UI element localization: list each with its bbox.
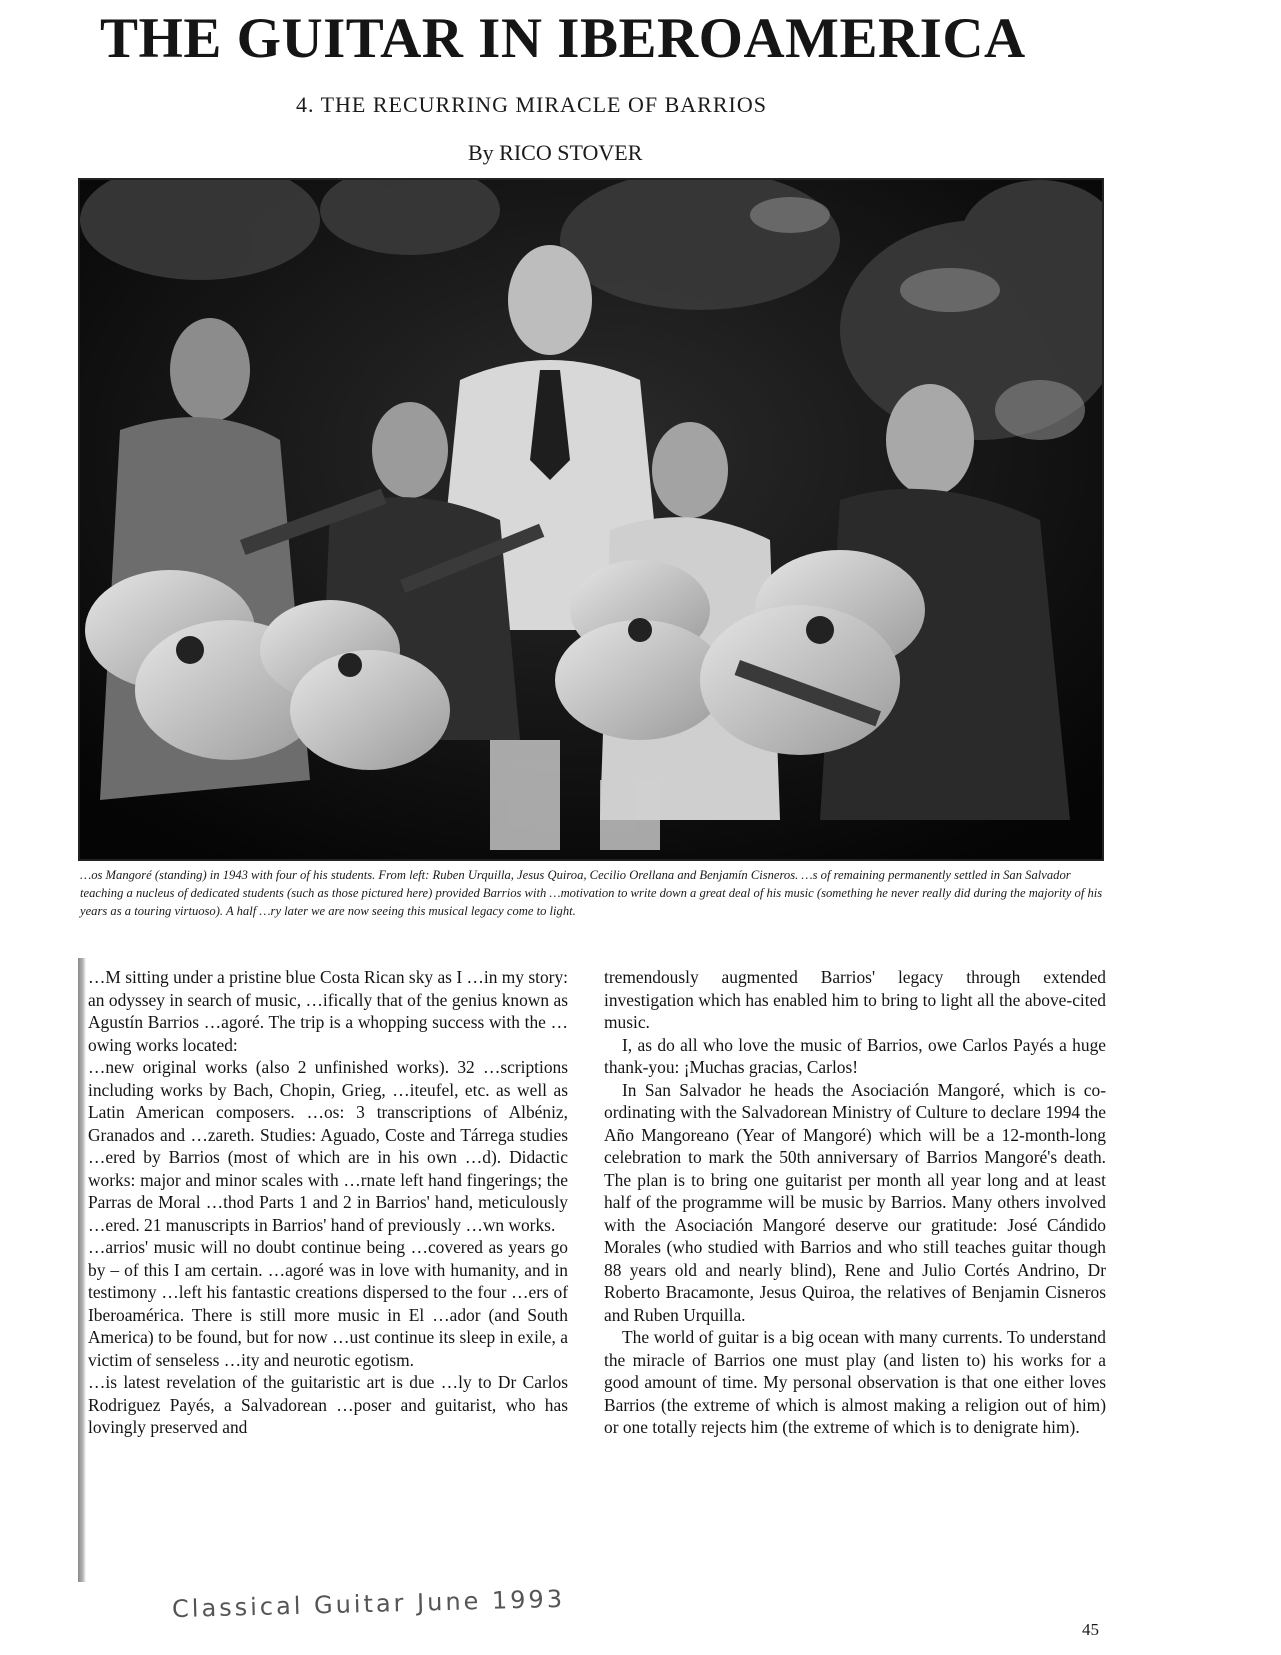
page-number: 45 — [1082, 1620, 1099, 1639]
body-column-right — [604, 966, 1106, 1439]
group-photo — [78, 178, 1104, 861]
article-title: THE GUITAR IN IBEROAMERICA — [100, 7, 1026, 70]
photo-caption: …os Mangoré (standing) in 1943 with four of his students. From left: Ruben Urquilla, Jesus Quiroa, Cecilio Orellana and Benjamín Cisneros. …s of remaining permanently settled in San Salvador teaching a nucleus of dedicated students (such as those pictured here) provided Barrios with …motivation to write down a great deal of his music (something he never really did during the majority of his years as a touring virtuoso). A half …ry later we are now seeing this musical legacy come to light. — [80, 868, 1103, 918]
handwritten-note: Classical Guitar June 1993 — [171, 1584, 566, 1624]
photo-illustration — [80, 180, 1102, 859]
paragraph: I, as do all who love the music of Barrios, owe Carlos Payés a huge thank-you: ¡Muchas gracias, Carlos! — [604, 1034, 1106, 1077]
article-byline: By RICO STOVER — [468, 140, 643, 165]
article-subtitle: 4. THE RECURRING MIRACLE OF BARRIOS — [296, 92, 767, 117]
paragraph: …is latest revelation of the guitaristic art is due …ly to Dr Carlos Rodriguez Payés, a Salvadorean …poser and guitarist, who has lovingly preserved and — [88, 1372, 568, 1437]
body-column-left — [88, 966, 568, 1439]
paragraph: …arrios' music will no doubt continue being …covered as years go by – of this I am certain. …agoré was in love with humanity, and in testimony …left his fantastic creations dispersed to the four …ers of Iberoamérica. There is still more music in El …ador (and South America) to be found, but for now …ust continue its sleep in exile, a victim of senseless …ity and neurotic egotism. — [88, 1237, 568, 1370]
paragraph: The world of guitar is a big ocean with many currents. To understand the miracle of Barrios one must play (and listen to) his works for a good amount of time. My personal observation is that one either loves Barrios (the extreme of which is almost making a religion out of him) or one totally rejects him (the extreme of which is to denigrate him). — [604, 1327, 1106, 1437]
paragraph: In San Salvador he heads the Asociación Mangoré, which is co-ordinating with the Salvadorean Ministry of Culture to declare 1994 the Año Mangoreano (Year of Mangoré) which will be a 12-month-long celebration to mark the 50th anniversary of Barrios Mangoré's death. The plan is to bring one guitarist per month all year long and at least half of the programme will be music by Barrios. Many others involved with the Asociación Mangoré deserve our gratitude: José Cándido Morales (who studied with Barrios and who still teaches guitar though 88 years old and nearly blind), Rene and Julio Cortés Andrino, Dr Roberto Bracamonte, Jesus Quiroa, the relatives of Benjamin Cisneros and Ruben Urquilla. — [604, 1079, 1106, 1325]
scan-edge-shadow — [78, 958, 86, 1582]
paragraph: …new original works (also 2 unfinished works). 32 …scriptions including works by Bach, Chopin, Grieg, …iteufel, etc. as well as Latin American composers. …os: 3 transcriptions of Albéniz, Granados and …zareth. Studies: Aguado, Coste and Tárrega studies …ered by Barrios (most of which are in his own …d). Didactic works: major and minor scales with …rnate left hand fingerings; the Parras de Moral …thod Parts 1 and 2 in Barrios' hand, meticulously …ered. 21 manuscripts in Barrios' hand of previously …wn works. — [88, 1057, 568, 1235]
paragraph: tremendously augmented Barrios' legacy through extended investigation which has enabled him to bring to light all the above-cited music. — [604, 967, 1106, 1032]
paragraph: …M sitting under a pristine blue Costa Rican sky as I …in my story: an odyssey in search of music, …ifically that of the genius known as Agustín Barrios …agoré. The trip is a whopping success with the …owing works located: — [88, 967, 568, 1055]
